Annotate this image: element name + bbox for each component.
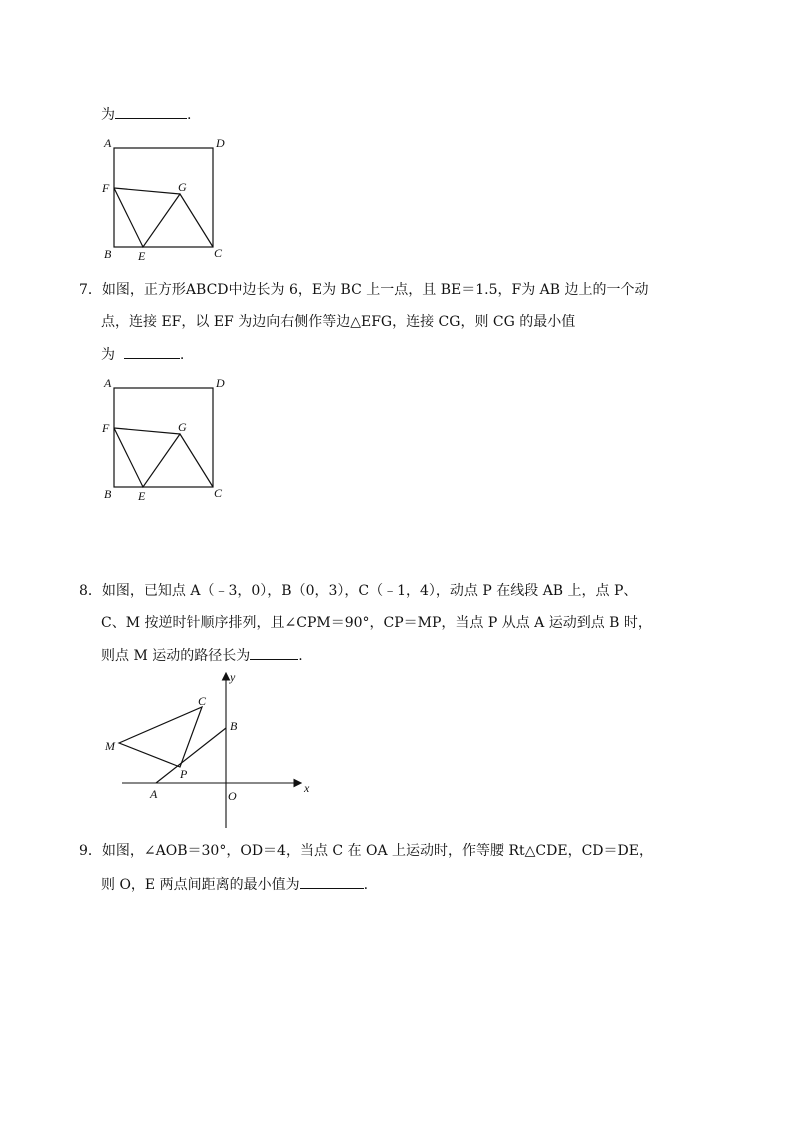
q8-line2 bbox=[101, 614, 652, 632]
label-y: y bbox=[230, 670, 236, 684]
q9-answer-blank[interactable] bbox=[300, 874, 364, 889]
q7-number: 7． bbox=[79, 282, 102, 298]
q7-end: . bbox=[179, 347, 185, 363]
q8-text2: C、M 按逆时针顺序排列，且∠CPM＝90°，CP＝MP，当点 P 从点 A 运动到点 B 时， bbox=[101, 615, 652, 631]
q9-text2: 则 O，E 两点间距离的最小值为 bbox=[101, 877, 300, 893]
label-p: P bbox=[180, 767, 188, 781]
label-c: C bbox=[214, 486, 223, 500]
label-m: M bbox=[105, 739, 115, 753]
label-c: C bbox=[214, 246, 223, 260]
q9-number: 9． bbox=[79, 843, 102, 859]
q7-line1 bbox=[79, 281, 649, 299]
label-b: B bbox=[104, 247, 112, 261]
q6-answer-blank[interactable] bbox=[115, 104, 187, 119]
q8-text1: 如图，已知点 A（﹣3，0），B（0，3），C（﹣1，4），动点 P 在线段 AB 上，点 P、 bbox=[101, 583, 638, 599]
q8-line3 bbox=[101, 645, 303, 665]
q8-number: 8． bbox=[79, 583, 102, 599]
label-o: O bbox=[228, 789, 237, 803]
q6-tail-line bbox=[101, 104, 191, 124]
q9-text1: 如图，∠AOB＝30°，OD＝4，当点 C 在 OA 上运动时，作等腰 Rt△CDE，CD＝DE， bbox=[101, 843, 653, 859]
q9-end: . bbox=[363, 877, 369, 893]
label-g: G bbox=[178, 180, 187, 194]
square-abcd bbox=[114, 388, 213, 487]
square-abcd bbox=[114, 148, 213, 247]
label-b: B bbox=[104, 487, 112, 501]
label-e: E bbox=[138, 489, 146, 503]
q6-tail-end: . bbox=[187, 107, 192, 123]
label-a: A bbox=[104, 376, 112, 390]
q7-text1: 如图，正方形ABCD中边长为 6，E为 BC 上一点，且 BE＝1.5，F为 AB 边上的一个动 bbox=[101, 282, 649, 298]
zigzag-fegc bbox=[114, 188, 213, 247]
label-a: A bbox=[104, 136, 112, 150]
segment-fg bbox=[114, 188, 180, 194]
q6-square-figure bbox=[96, 134, 236, 264]
label-b: B bbox=[230, 719, 238, 733]
q8-end: . bbox=[298, 648, 303, 664]
label-d: D bbox=[216, 376, 225, 390]
q8-answer-blank[interactable] bbox=[250, 645, 298, 660]
label-f: F bbox=[102, 181, 110, 195]
q7-answer-blank[interactable] bbox=[124, 344, 180, 359]
q8-coordinate-figure bbox=[100, 668, 320, 833]
label-g: G bbox=[178, 420, 187, 434]
segment-fg bbox=[114, 428, 180, 434]
label-x: x bbox=[304, 781, 310, 795]
q8-text3: 则点 M 运动的路径长为 bbox=[101, 648, 251, 664]
label-e: E bbox=[138, 249, 146, 263]
zigzag-fegc bbox=[114, 428, 213, 487]
q7-line2 bbox=[101, 313, 575, 331]
q8-line1 bbox=[79, 582, 637, 600]
label-c: C bbox=[198, 694, 207, 708]
q9-line2 bbox=[101, 874, 368, 894]
q7-square-figure bbox=[96, 374, 236, 504]
label-f: F bbox=[102, 421, 110, 435]
q6-tail-text: 为 bbox=[101, 107, 115, 123]
triangle-mcp bbox=[119, 707, 202, 767]
q9-line1 bbox=[79, 842, 653, 860]
label-a: A bbox=[150, 787, 158, 801]
q7-line3 bbox=[101, 344, 184, 364]
q7-text3: 为 bbox=[101, 347, 115, 363]
label-d: D bbox=[216, 136, 225, 150]
q7-text2: 点，连接 EF，以 EF 为边向右侧作等边△EFG，连接 CG，则 CG 的最小值 bbox=[101, 314, 576, 330]
